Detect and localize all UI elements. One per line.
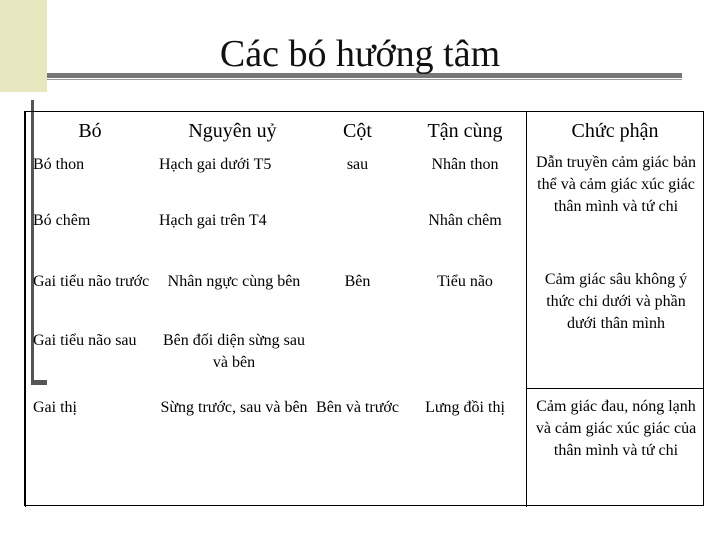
- cell-cot: Bên: [344, 273, 371, 290]
- title-underline-thin: [47, 79, 682, 80]
- slide-title: Các bó hướng tâm: [219, 33, 501, 75]
- cell-cot: Bên và trước: [316, 399, 399, 416]
- cell-chuc-phan: Dẫn truyền cảm giác bản thể và cảm giác xúc giác thân mình và tứ chi: [536, 154, 696, 215]
- data-table: [24, 111, 704, 506]
- cell-nguyen-uy: Nhân ngực cùng bên: [167, 273, 301, 290]
- table-vline: [526, 112, 527, 507]
- cell-tan-cung: Nhân chêm: [428, 212, 502, 229]
- cell-bo: Gai thị: [33, 399, 77, 416]
- cell-nguyen-uy: Hạch gai dưới T5: [159, 156, 272, 173]
- table-hline: [526, 388, 704, 389]
- table-vline: [25, 112, 26, 507]
- header-bo: Bó: [78, 120, 102, 142]
- cell-tan-cung: Nhân thon: [431, 156, 499, 173]
- cell-nguyen-uy: Bên đối diện sừng sau và bên: [163, 332, 305, 371]
- cell-bo: Bó thon: [33, 156, 85, 173]
- header-chuc-phan: Chức phận: [571, 120, 659, 142]
- header-cot: Cột: [343, 120, 372, 142]
- cell-cot: sau: [346, 156, 369, 173]
- header-nguyen-uy: Nguyên uỷ: [188, 120, 277, 142]
- cell-tan-cung: Tiểu não: [437, 273, 493, 290]
- header-tan-cung: Tận cùng: [427, 120, 503, 142]
- cell-tan-cung: Lưng đồi thị: [425, 399, 505, 416]
- cell-chuc-phan: Cảm giác sâu không ý thức chi dưới và phần dưới thân mình: [544, 271, 688, 332]
- cell-nguyen-uy: Hạch gai trên T4: [159, 212, 267, 229]
- cell-bo: Bó chêm: [33, 212, 91, 229]
- cell-bo: Gai tiểu não sau: [33, 332, 137, 349]
- cell-nguyen-uy: Sừng trước, sau và bên: [160, 399, 308, 416]
- cell-chuc-phan: Cảm giác đau, nóng lạnh và cảm giác xúc giác của thân mình và tứ chi: [535, 398, 697, 459]
- cell-bo: Gai tiểu não trước: [33, 273, 150, 290]
